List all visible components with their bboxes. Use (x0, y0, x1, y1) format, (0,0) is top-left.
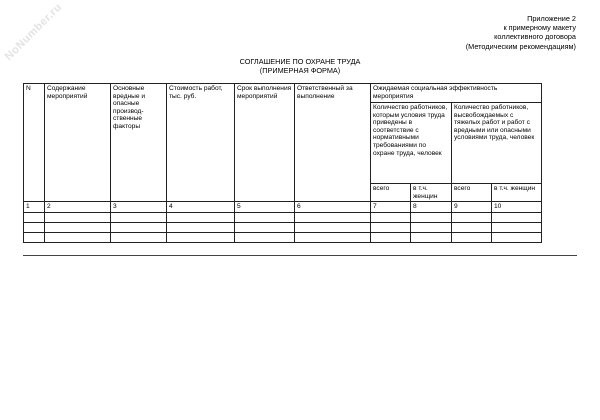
empty-row (24, 232, 542, 242)
empty-cell (111, 222, 167, 232)
column-number: 7 (371, 202, 411, 213)
empty-cell (45, 222, 111, 232)
empty-cell (411, 222, 452, 232)
appendix-line: (Методическим рекомендациям) (465, 41, 576, 51)
empty-cell (295, 232, 371, 242)
appendix-line: коллективного договора (494, 32, 576, 42)
empty-cell (452, 212, 492, 222)
empty-cell (45, 232, 111, 242)
empty-cell (371, 232, 411, 242)
empty-cell (24, 222, 45, 232)
column-number: 6 (295, 202, 371, 213)
header-released: Количество работников, высвобождаемых с тяжелых работ и работ с вредными или опасными условиями труда, человек (452, 103, 542, 184)
column-number: 1 (24, 202, 45, 213)
title-subtitle: (ПРИМЕРНАЯ ФОРМА) (259, 66, 341, 76)
header-total: всего (371, 184, 411, 202)
header-women: в т.ч. женщин (411, 184, 452, 202)
empty-cell (411, 232, 452, 242)
column-number: 9 (452, 202, 492, 213)
empty-cell (295, 222, 371, 232)
empty-cell (371, 212, 411, 222)
header-responsible: Ответственный за выполнение (295, 84, 371, 202)
bottom-divider (23, 255, 577, 256)
empty-cell (452, 232, 492, 242)
column-number: 4 (167, 202, 235, 213)
empty-row (24, 212, 542, 222)
header-content: Содержание мероприятий (45, 84, 111, 202)
column-number: 5 (235, 202, 295, 213)
header-row (24, 84, 542, 103)
column-number-row (24, 202, 542, 213)
appendix-line: Приложение 2 (527, 14, 576, 23)
title-line: СОГЛАШЕНИЕ ПО ОХРАНЕ ТРУДА (239, 57, 361, 66)
empty-cell (111, 232, 167, 242)
column-number: 10 (492, 202, 542, 213)
header-effect: Ожидаемая социальная эффективность мероприятия (371, 84, 542, 103)
empty-cell (411, 212, 452, 222)
empty-cell (45, 212, 111, 222)
appendix-note (466, 14, 576, 51)
empty-cell (371, 222, 411, 232)
watermark: NoNumber.ru (2, 1, 65, 63)
empty-cell (452, 222, 492, 232)
agreement-table (23, 83, 542, 243)
empty-cell (111, 212, 167, 222)
empty-cell (492, 212, 542, 222)
header-term: Срок выполнения мероприятий (235, 84, 295, 202)
empty-cell (24, 212, 45, 222)
header-compliance: Количество работников, которым условия труда приведены в соответствие с нормативными требованиями по охране труда, человек (371, 103, 452, 184)
column-number: 2 (45, 202, 111, 213)
empty-cell (235, 222, 295, 232)
empty-cell (167, 222, 235, 232)
header-cost: Стоимость работ, тыс. руб. (167, 84, 235, 202)
column-number: 8 (411, 202, 452, 213)
empty-cell (167, 232, 235, 242)
empty-cell (492, 232, 542, 242)
empty-cell (295, 212, 371, 222)
empty-cell (235, 212, 295, 222)
header-total: всего (452, 184, 492, 202)
empty-cell (24, 232, 45, 242)
empty-cell (167, 212, 235, 222)
document-title (0, 57, 600, 75)
appendix-line: к примерному макету (503, 23, 576, 33)
header-women: в т.ч. женщин (492, 184, 542, 202)
empty-cell (235, 232, 295, 242)
header-factors: Основные вредные и опасные производ-ственные факторы (111, 84, 167, 202)
empty-cell (492, 222, 542, 232)
empty-row (24, 222, 542, 232)
header-n: N (24, 84, 45, 202)
column-number: 3 (111, 202, 167, 213)
